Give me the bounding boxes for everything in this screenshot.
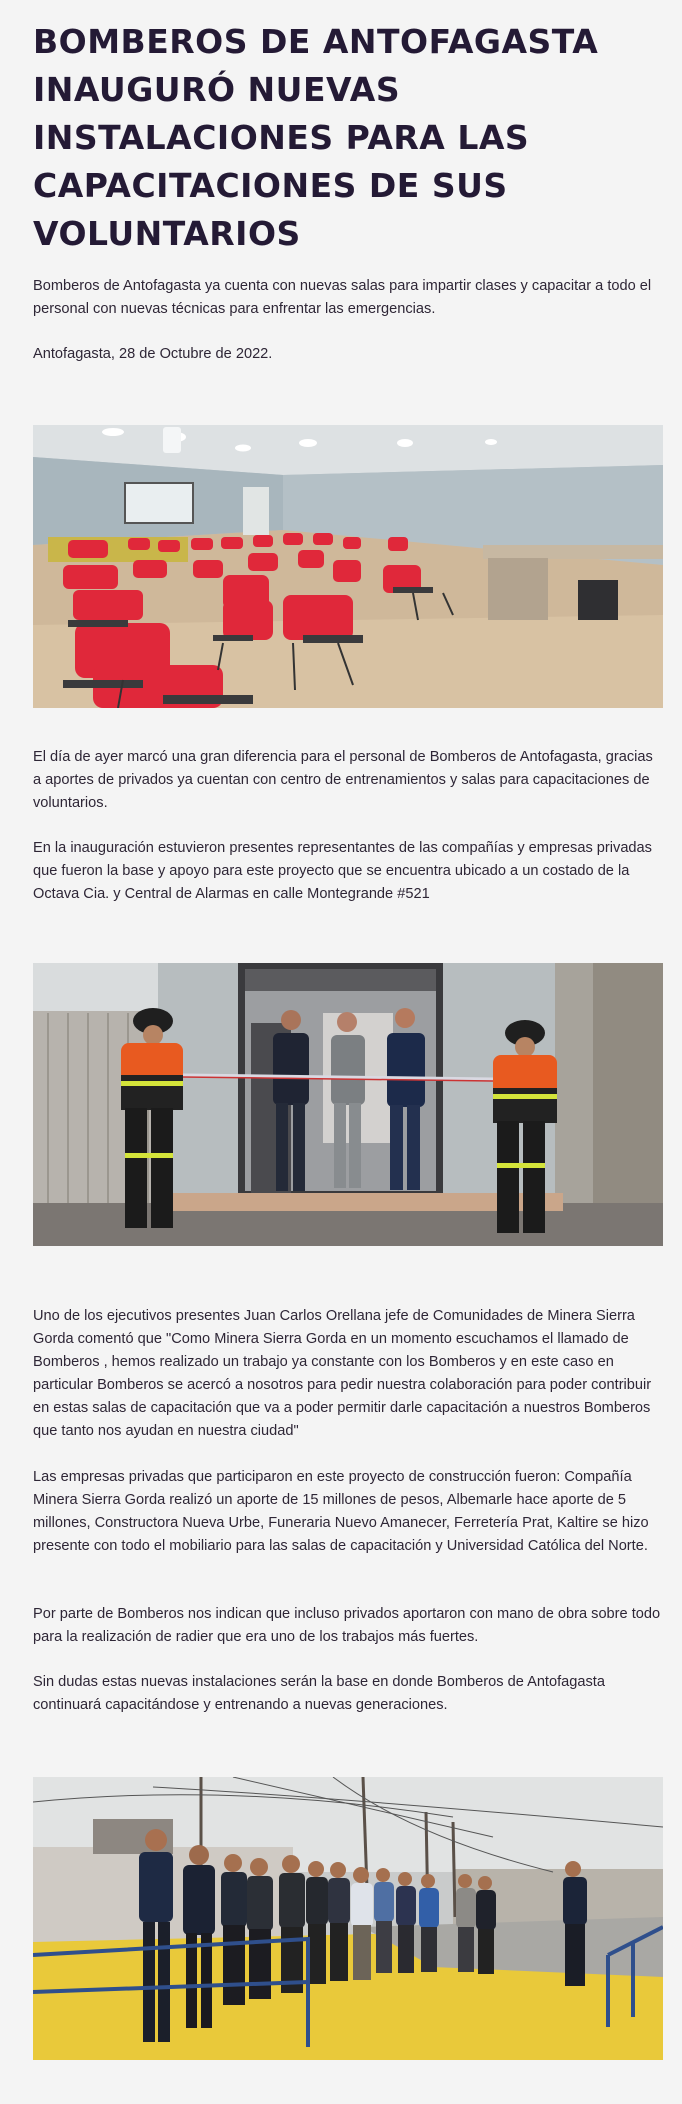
article-lead: Bomberos de Antofagasta ya cuenta con nuevas salas para impartir clases y capacitar a todo el personal con nuevas técnicas para enfrentar las emergencias. xyxy=(33,278,652,317)
article-title: BOMBEROS DE ANTOFAGASTA INAUGURÓ NUEVAS INSTALACIONES PARA LAS CAPACITACIONES DE SUS VOLUNTARIOS xyxy=(33,22,599,253)
article-dateline: Antofagasta, 28 de Octubre de 2022. xyxy=(33,346,273,362)
article-paragraph-6: Sin dudas estas nuevas instalaciones serán la base en donde Bomberos de Antofagasta continuará capacitándose y entrenando a nuevas generaciones. xyxy=(33,1674,605,1713)
article-paragraph-4: Las empresas privadas que participaron en este proyecto de construcción fueron: Compañía Minera Sierra Gorda realizó un aporte de 15 millones de pesos, Albemarle hace aporte de 5 millones, Constructora Nueva Urbe, Funeraria Nuevo Amanecer, Ferretería Prat, Kaltire se hizo presente con todo el mobiliario para las salas de capacitación y Universidad Católica del Norte. xyxy=(33,1469,649,1554)
article-paragraph-3: Uno de los ejecutivos presentes Juan Carlos Orellana jefe de Comunidades de Minera Sierra Gorda comentó que "Como Minera Sierra Gorda en un momento escuchamos el llamado de Bomberos , hemos realizado un trabajo ya constante con los Bomberos y en este caso en particular Bomberos se acercó a nosotros para pedir nuestra colaboración para poder contribuir en estas salas de capacitación que va a poder permitir darle capacitación a nuestros Bomberos que tanto nos ayudan en nuestra ciudad" xyxy=(33,1308,652,1439)
classroom-photo xyxy=(33,425,663,708)
ribbon-cutting-photo xyxy=(33,963,663,1246)
article-paragraph-1: El día de ayer marcó una gran diferencia para el personal de Bomberos de Antofagasta, gracias a aportes de privados ya cuentan con centro de entrenamientos y salas para capacitaciones de voluntarios. xyxy=(33,749,653,811)
attendees-photo xyxy=(33,1777,663,2060)
article-paragraph-2: En la inauguración estuvieron presentes representantes de las compañías y empresas privadas que fueron la base y apoyo para este proyecto que se encuentra ubicado a un costado de la Octava Cia. y Central de Alarmas en calle Montegrande #521 xyxy=(33,840,652,902)
article-paragraph-5: Por parte de Bomberos nos indican que incluso privados aportaron con mano de obra sobre todo para la realización de radier que era uno de los trabajos más fuertes. xyxy=(33,1606,661,1645)
